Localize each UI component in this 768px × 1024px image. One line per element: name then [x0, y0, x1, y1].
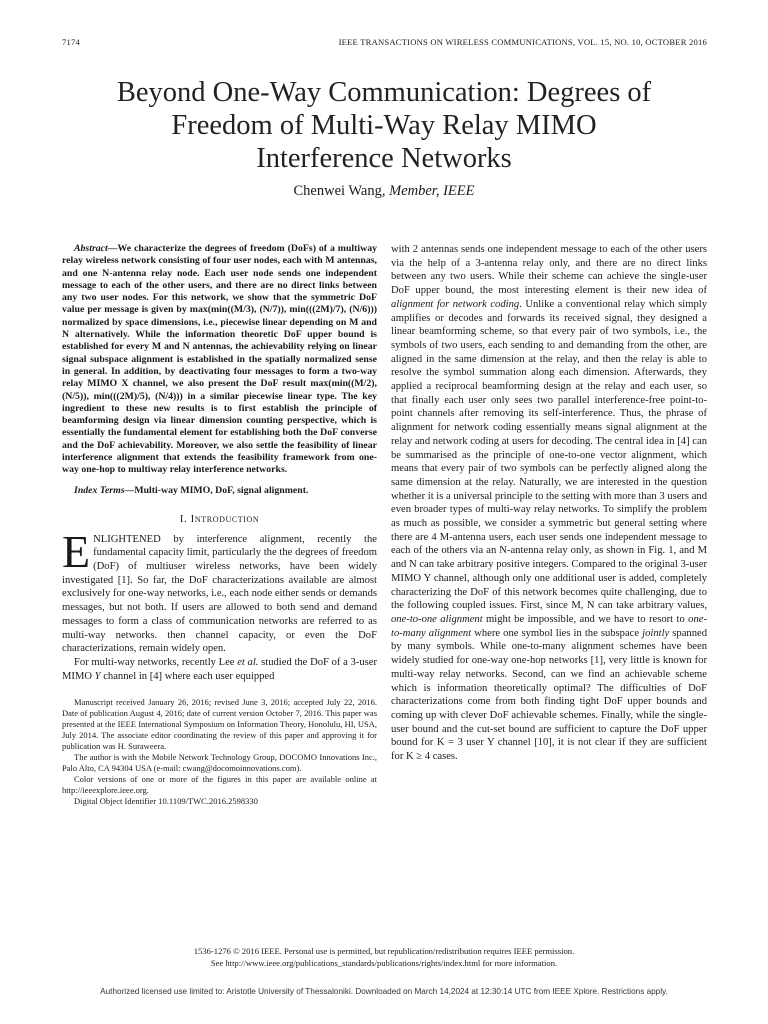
text-run: one-to-many alignment	[391, 613, 707, 639]
footnote: Manuscript received January 26, 2016; revised June 3, 2016; accepted July 22, 2016. Date of publication August 4, 2016; date of current version October 7, 2016. This paper was presented at the IEEE International Symposium on Information Theory, Honolulu, HI, USA, July 2014. The associate editor coordinating the review of this paper and approving it for publication was H. Suraweera.	[62, 697, 377, 752]
text-run: alignment for network coding	[391, 298, 520, 310]
text-run: spanned by many symbols. While one-to-many alignment schemes have been widely studied for one-way one-hop networks [1], very little is known for multi-way relay networks. Second, can we find an achievable scheme which is information theoretically optimal? The difficulties of DoF characterizations come from both finding tight DoF upper bounds and coming up with clever DoF achievable schemes. Finally, while the single-user bound and the cut-set bound are sufficient to capture the DoF upper bound for K = 3 user Y channel [10], it is not clear if they are sufficient for K ≥ 4 cases.	[391, 627, 707, 763]
text-run: might be impossible, and we have to resort to	[482, 613, 689, 625]
author-affiliation: Member, IEEE	[389, 183, 475, 199]
author-name: Chenwei Wang,	[293, 183, 386, 199]
text-run: jointly	[642, 627, 670, 639]
text-run: et al.	[237, 656, 259, 668]
abstract-text: We characterize the degrees of freedom (DoFs) of a multiway relay wireless network consisting of four user nodes, each with M antennas, and one N-antenna relay node. Each user node sends one independent message to each of the other users, and there are no direct links between any two user nodes. For this network, we show that the symmetric DoF value per message is given by max(min((M/3), (N/7)), min(((2M)/7), (N/6))) normalized by space dimensions, i.e., piecewise linear depending on M and N alternatively. While the information theoretic DoF upper bound is established for every M and N antennas, the achievability relying on linear signal subspace alignment is established in the spatially normalized sense in general. In addition, by deactivating four messages to form a two-way relay MIMO X channel, we also present the DoF result max(min((M/2), (N/5)), min(((2M)/5), (N/4))) in a similar piecewise linear type. The key ingredient to these new results is to first establish the principle of beamforming design via linear dimension counting perspective, which is essentially the fundamental element for establishing both the DoF converse and the DoF achievability. Moreover, we also settle the feasibility of linear interference alignment that extends the feasibility framework from one-way one-hop to multiway relay interference networks.	[62, 243, 377, 476]
first-word: NLIGHTENED	[93, 533, 161, 545]
intro-text: by interference alignment, recently the fundamental capacity limit, particularly the the degrees of freedom (DoF) of multiuser wireless networks, have been widely investigated [1]. So far, the DoF characterizations available are almost exclusively for one-way networks, i.e., each node either sends or demands messages, but not both. If users are allowed to both send and demand messages to form a class of communication networks are referred to as multi-way networks. then channel capacity, or even the DoF characterizations, remain widely open.	[62, 533, 377, 655]
paper-title	[40, 76, 728, 175]
copyright-notice	[0, 946, 768, 969]
footnote: Digital Object Identifier 10.1109/TWC.2016.2598330	[74, 796, 258, 807]
page-number: 7174	[62, 37, 80, 47]
left-column	[62, 243, 377, 807]
text-run: one-to-one alignment	[391, 613, 483, 625]
text-run: with 2 antennas sends one independent message to each of the other users via the help of a 3-antenna relay only, and there are no direct links between any two users. While their scheme can achieve the single-user DoF upper bound, the most interesting element is their new idea of	[391, 244, 707, 297]
journal-header: IEEE TRANSACTIONS ON WIRELESS COMMUNICATIONS, VOL. 15, NO. 10, OCTOBER 2016	[338, 37, 707, 47]
text-run: . Unlike a conventional relay which simply amplifies or decodes and forwards its received signal, they designed a linear beamforming scheme, so that every pair of two symbols, i.e., the symbols of two users, each sending to and demanding from the other, are aligned in the same dimension at the relay, and then the relay is able to resolve the symbol summation along each dimension. Afterwards, they applied a reciprocal beamforming design at the relay and each user, so that finally each user only sees two parallel interference-free point-to-point channels after removing its self-interference. Thus, the phrase of alignment for network coding essentially means signal alignment at the relay and network coding at users for decoding. The central idea in [4] can be summarised as the principle of one-to-one vector alignment, which means that every pair of two symbols can be perfectly aligned along the same dimension at the relay. Naturally, we are interested in the question whether it is a universal principle to the setting with more than 3 users and even broader types of multi-way relay networks. To simplify the problem as much as possible, we consider a symmetric but general setting where there are 4 M-antenna users, each user sends one independent message to each of the others via an N-antenna relay only, as shown in Fig. 1, and M and N can take arbitrary positive integers. Compared to the original 3-user MIMO Y channel, although only one additional user is added, completely characterizing the DoF of this network becomes quite challenging, due to the following coupled issues. First, since M, N can take arbitrary values,	[391, 298, 708, 612]
body-paragraph	[391, 243, 707, 764]
intro-paragraph	[62, 656, 377, 683]
index-terms-lead: Index Terms—	[74, 484, 135, 496]
title-line: Freedom of Multi-Way Relay MIMO	[171, 110, 597, 141]
copyright-line: 1536-1276 © 2016 IEEE. Personal use is permitted, but republication/redistribution requires IEEE permission.	[193, 946, 575, 956]
abstract	[62, 243, 377, 477]
text-run: channel in [4] where each user equipped	[100, 670, 275, 682]
right-column	[391, 243, 707, 764]
author-line	[0, 183, 768, 200]
index-terms-text: Multi-way MIMO, DoF, signal alignment.	[134, 484, 309, 496]
index-terms	[62, 485, 377, 497]
intro-paragraph	[62, 525, 377, 656]
title-line: Beyond One-Way Communication: Degrees of	[116, 77, 652, 108]
section-heading: I. Introduction	[179, 512, 260, 525]
text-run: where one symbol lies in the subspace	[471, 627, 643, 639]
footnotes	[62, 697, 377, 807]
text-run: For multi-way networks, recently Lee	[74, 656, 238, 668]
footnote: Color versions of one or more of the figures in this paper are available online at http://ieeexplore.ieee.org.	[62, 774, 377, 796]
text-run: studied the DoF of a 3-user MIMO	[62, 656, 378, 682]
text-run: Y	[94, 670, 101, 682]
footnote: The author is with the Mobile Network Technology Group, DOCOMO Innovations Inc., Palo Alto, CA 94304 USA (e-mail: cwang@docomoinnovations.com).	[62, 752, 377, 774]
abstract-lead: Abstract—	[74, 243, 118, 254]
copyright-line: See http://www.ieee.org/publications_standards/publications/rights/index.html for more information.	[210, 957, 558, 968]
license-footer: Authorized licensed use limited to: Aristotle University of Thessaloniki. Downloaded on March 14,2024 at 12:30:14 UTC from IEEE Xplore. Restrictions apply.	[100, 987, 668, 996]
title-line: Interference Networks	[256, 143, 512, 174]
dropcap: E	[62, 525, 91, 577]
